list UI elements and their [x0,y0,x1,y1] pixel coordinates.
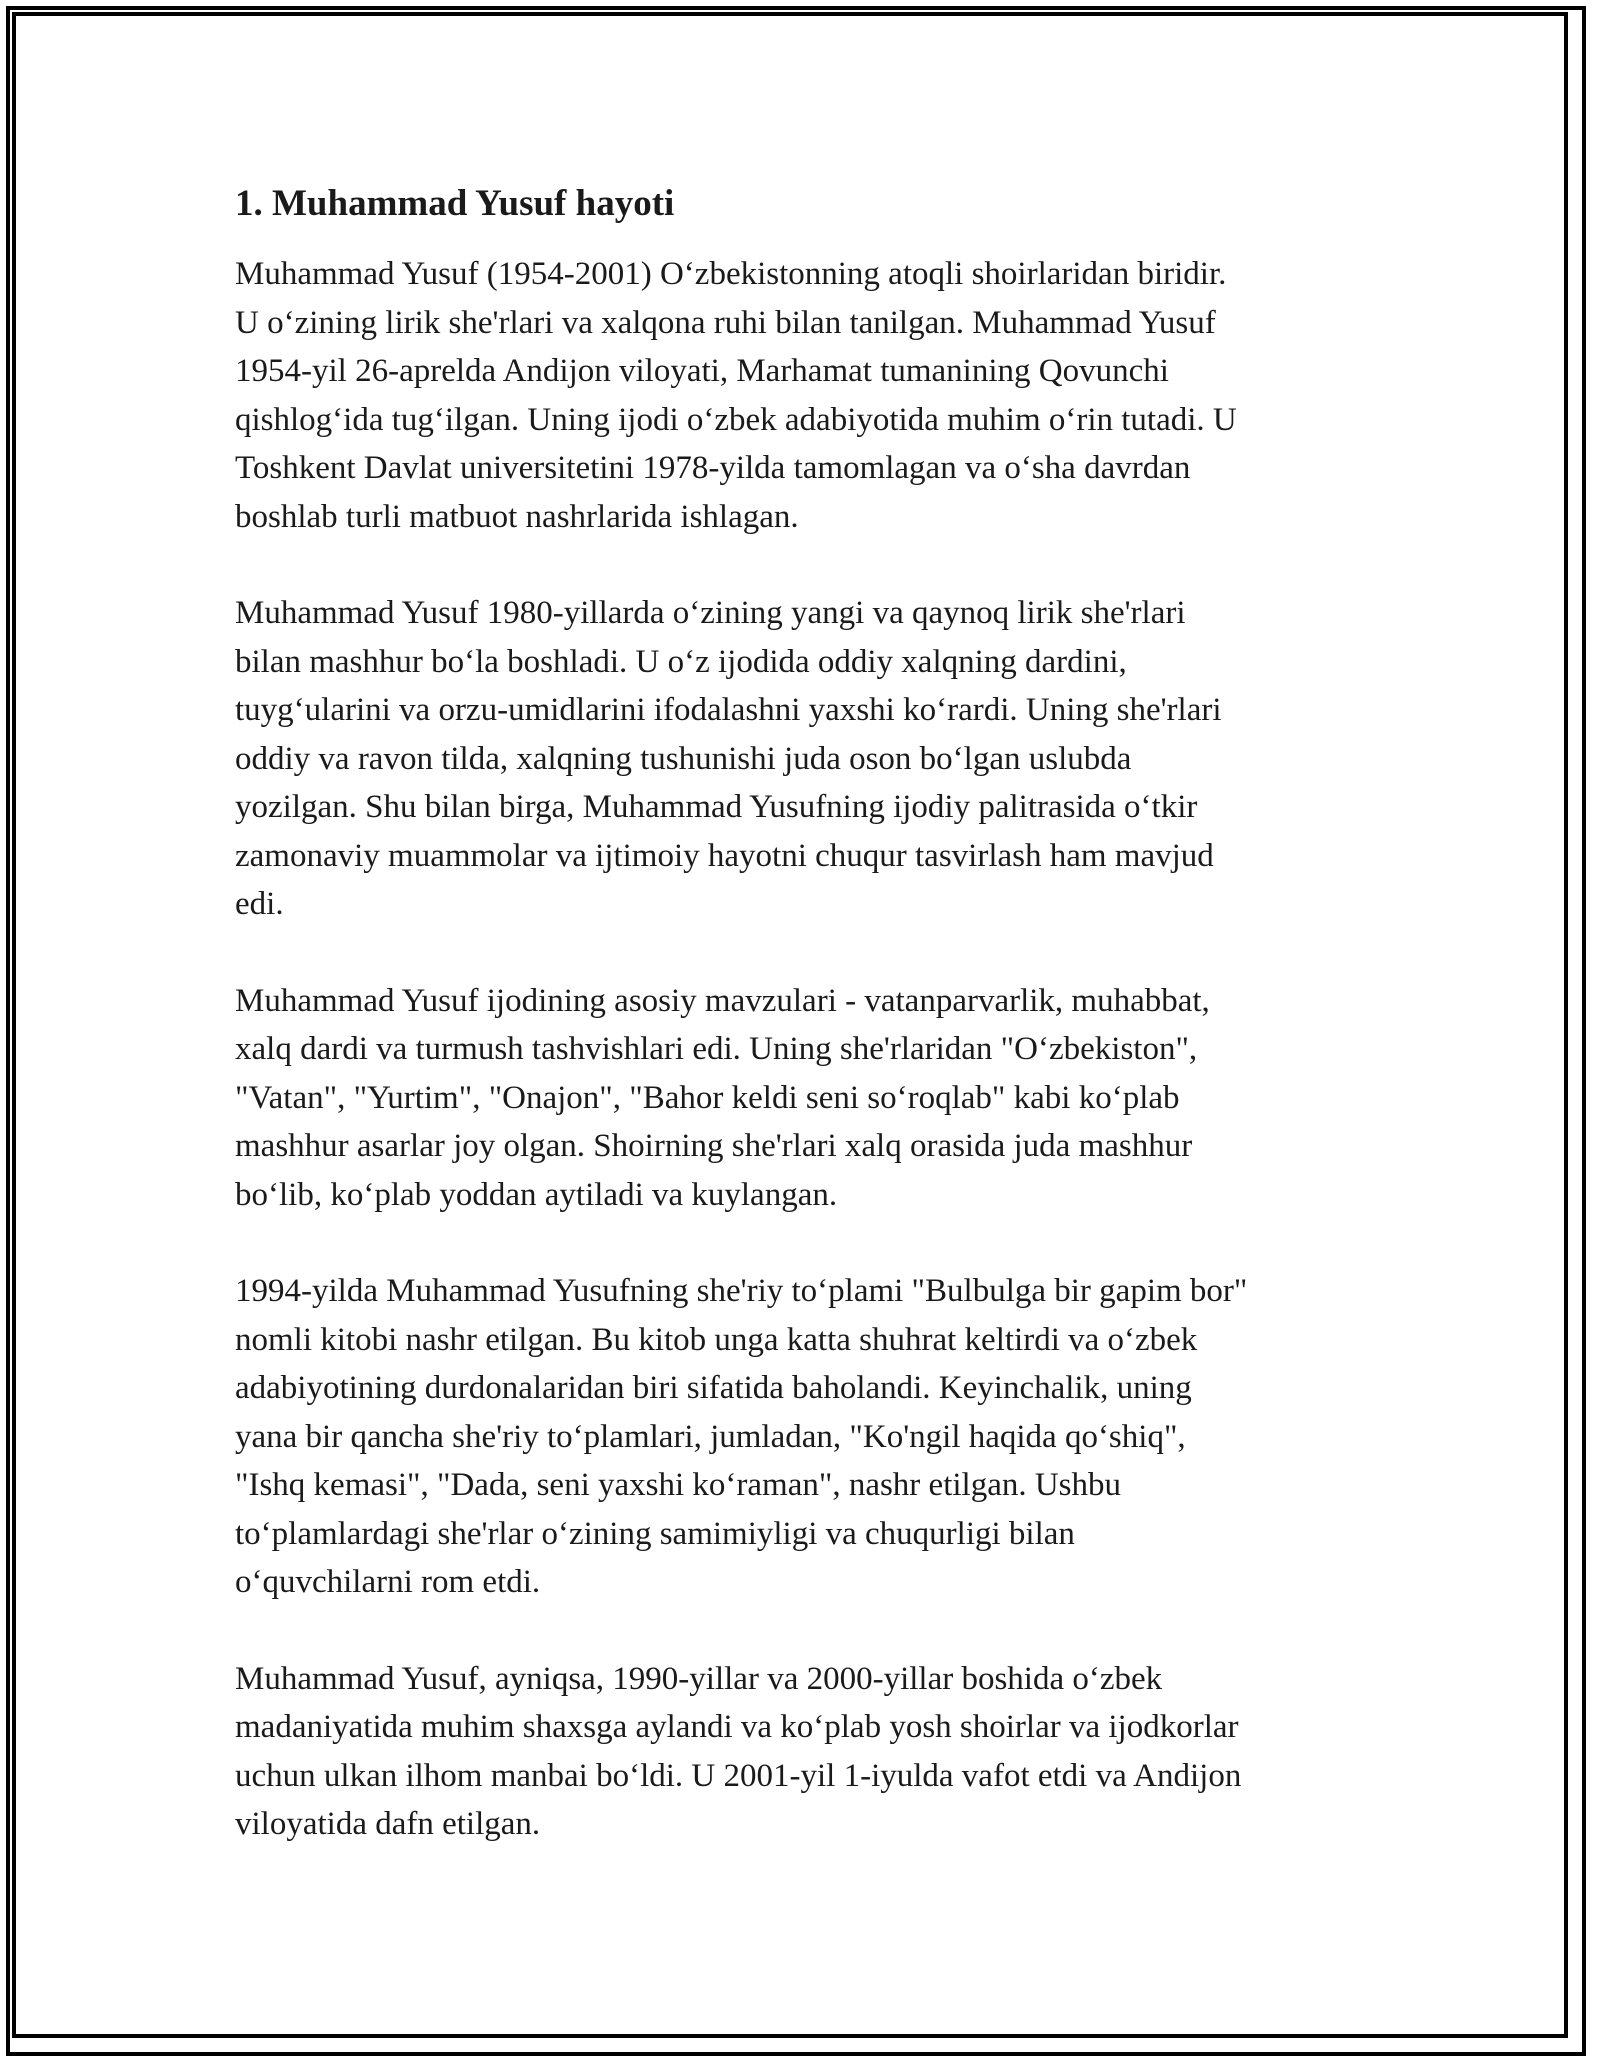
paragraph-1: Muhammad Yusuf (1954-2001) O‘zbekistonning atoqli shoirlaridan biridir. U o‘zining lirik she'rlari va xalqona ruhi bilan tanilgan. Muhammad Yusuf 1954-yil 26-aprelda Andijon viloyati, Marhamat tumanining Qovunchi qishlog‘ida tug‘ilgan. Uning ijodi o‘zbek adabiyotida muhim o‘rin tutadi. U Toshkent Davlat universitetini 1978-yilda tamomlagan va o‘sha davrdan boshlab turli matbuot nashrlarida ishlagan. [235,256,1237,535]
section-heading: 1. Muhammad Yusuf hayoti [235,183,675,224]
document-body [235,180,1385,1897]
paragraph-4: 1994-yilda Muhammad Yusufning she'riy to‘plami "Bulbulga bir gapim bor" nomli kitobi nashr etilgan. Bu kitob unga katta shuhrat keltirdi va o‘zbek adabiyotining durdonalaridan biri sifatida baholandi. Keyinchalik, uning yana bir qancha she'riy to‘plamlari, jumladan, "Ko'ngil haqida qo‘shiq", "Ishq kemasi", "Dada, seni yaxshi ko‘raman", nashr etilgan. Ushbu to‘plamlardagi she'rlar o‘zining samimiyligi va chuqurligi bilan o‘quvchilarni rom etdi. [235,1273,1248,1600]
paragraph-2: Muhammad Yusuf 1980-yillarda o‘zining yangi va qaynoq lirik she'rlari bilan mashhur bo‘la boshladi. U o‘z ijodida oddiy xalqning dardini, tuyg‘ularini va orzu-umidlarini ifodalashni yaxshi ko‘rardi. Uning she'rlari oddiy va ravon tilda, xalqning tushunishi juda oson bo‘lgan uslubda yozilgan. Shu bilan birga, Muhammad Yusufning ijodiy palitrasida o‘tkir zamonaviy muammolar va ijtimoiy hayotni chuqur tasvirlash ham mavjud edi. [235,595,1222,922]
paragraph-5: Muhammad Yusuf, ayniqsa, 1990-yillar va 2000-yillar boshida o‘zbek madaniyatida muhim shaxsga aylandi va ko‘plab yosh shoirlar va ijodkorlar uchun ulkan ilhom manbai bo‘ldi. U 2001-yil 1-iyulda vafot etdi va Andijon viloyatida dafn etilgan. [235,1660,1242,1842]
paragraph-3: Muhammad Yusuf ijodining asosiy mavzulari - vatanparvarlik, muhabbat, xalq dardi va turmush tashvishlari edi. Uning she'rlaridan "O‘zbekiston", "Vatan", "Yurtim", "Onajon", "Bahor keldi seni so‘roqlab" kabi ko‘plab mashhur asarlar joy olgan. Shoirning she'rlari xalq orasida juda mashhur bo‘lib, ko‘plab yoddan aytiladi va kuylangan. [235,982,1210,1213]
